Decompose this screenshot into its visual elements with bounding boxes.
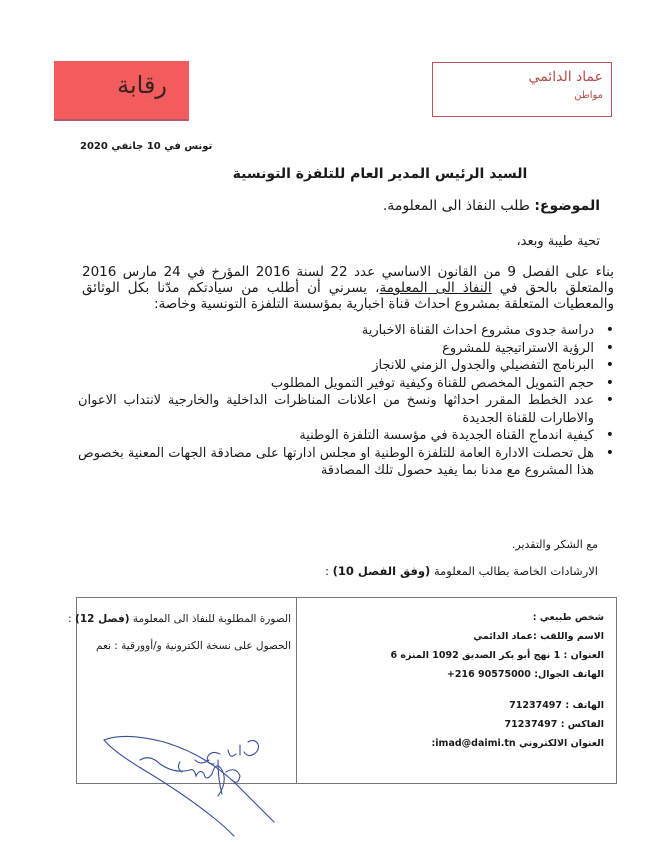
greeting: تحية طيبة وبعد، — [516, 234, 600, 249]
guidance-text: الارشادات الخاصة بطالب المعلومة — [430, 564, 598, 578]
intro-part2: ، يسرني أن أطلب من سيادتكم مدّنا بكل الوثائق والمعطيات المتعلقة بمشروع احداث قناة اخبارية بمؤسسة التلفزة التونسية وخاصة: — [82, 280, 614, 312]
list-item: • دراسة جدوى مشروع احداث القناة الاخبارية — [78, 322, 598, 340]
requester-type: شخص طبيعي : — [532, 612, 604, 623]
intro-paragraph — [82, 264, 614, 312]
closing: مع الشكر والتقدير. — [511, 538, 598, 551]
access-form-label — [68, 608, 291, 635]
guidance-heading — [325, 564, 598, 578]
control-stamp — [54, 61, 189, 121]
sender-box — [432, 62, 612, 117]
requester-phone: الهاتف : 71237497 — [509, 700, 604, 711]
subject-line — [383, 198, 600, 214]
requester-details-cell — [304, 608, 604, 753]
requester-mobile: الهاتف الجوال: 90575000 216+ — [446, 669, 604, 680]
access-form-answer: الحصول على نسخة الكترونية و/أوورقية : نعم — [95, 640, 291, 652]
request-list — [78, 322, 616, 480]
access-form-label-text: الصورة المطلوبة للنفاذ الى المعلومة — [129, 613, 291, 625]
list-item: • حجم التمويل المخصص للقناة وكيفية توفير التمويل المطلوب — [78, 375, 598, 393]
intro-underlined: النفاذ الى المعلومة — [379, 280, 492, 296]
addressee: السيد الرئيس المدير العام للتلفزة التونسية — [232, 166, 528, 182]
list-item: • عدد الخطط المقرر احداثها ونسخ من اعلانات المناظرات الداخلية والخارجية لانتداب الاعوان والاطارات للقناة الجديدة — [78, 392, 598, 427]
guidance-suffix: : — [325, 564, 333, 578]
requester-address: العنوان : 1 نهج أبو بكر الصديق 1092 المنزه 6 — [390, 650, 604, 661]
sender-role: مواطن — [574, 90, 603, 101]
subject-text: طلب النفاذ الى المعلومة. — [382, 198, 530, 214]
letter-date: تونس في 10 جانفي 2020 — [80, 141, 213, 152]
access-form-cell — [68, 608, 291, 662]
signature-flourish-inner — [104, 740, 234, 836]
access-form-label-bold: (فصل 12) — [75, 613, 130, 625]
intro-part1: بناء على الفصل 9 من القانون الاساسي عدد 22 لسنة 2016 المؤرخ في 24 مارس 2016 والمتعلق بالحق في — [82, 264, 614, 296]
handwritten-signature — [100, 720, 340, 842]
sender-name: عماد الدائمي — [528, 69, 603, 85]
requester-email: العنوان الالكتروني imad@daimi.tn: — [431, 738, 604, 749]
requester-name: الاسم واللقب :عماد الدائمي — [473, 631, 604, 642]
signature-flourish-outer — [104, 736, 274, 822]
access-form-label-suffix: : — [68, 613, 76, 625]
guidance-bold: (وفق الفصل 10) — [332, 564, 431, 578]
list-item: • الرؤية الاستراتيجية للمشروع — [78, 340, 598, 358]
subject-label: الموضوع: — [534, 198, 600, 214]
stamp-label: رقابة — [117, 71, 167, 99]
list-item: • هل تحصلت الادارة العامة للتلفزة الوطنية او مجلس ادارتها على مصادقة الجهات المعنية بخصوص هذا المشروع مع مدنا بما يفيد حصول تلك المصادقة — [78, 445, 598, 480]
list-item: • كيفية اندماج القناة الجديدة في مؤسسة التلفزة الوطنية — [78, 427, 598, 445]
list-item: • البرنامج التفصيلي والجدول الزمني للانجاز — [78, 357, 598, 375]
requester-fax: الفاكس : 71237497 — [504, 719, 604, 730]
